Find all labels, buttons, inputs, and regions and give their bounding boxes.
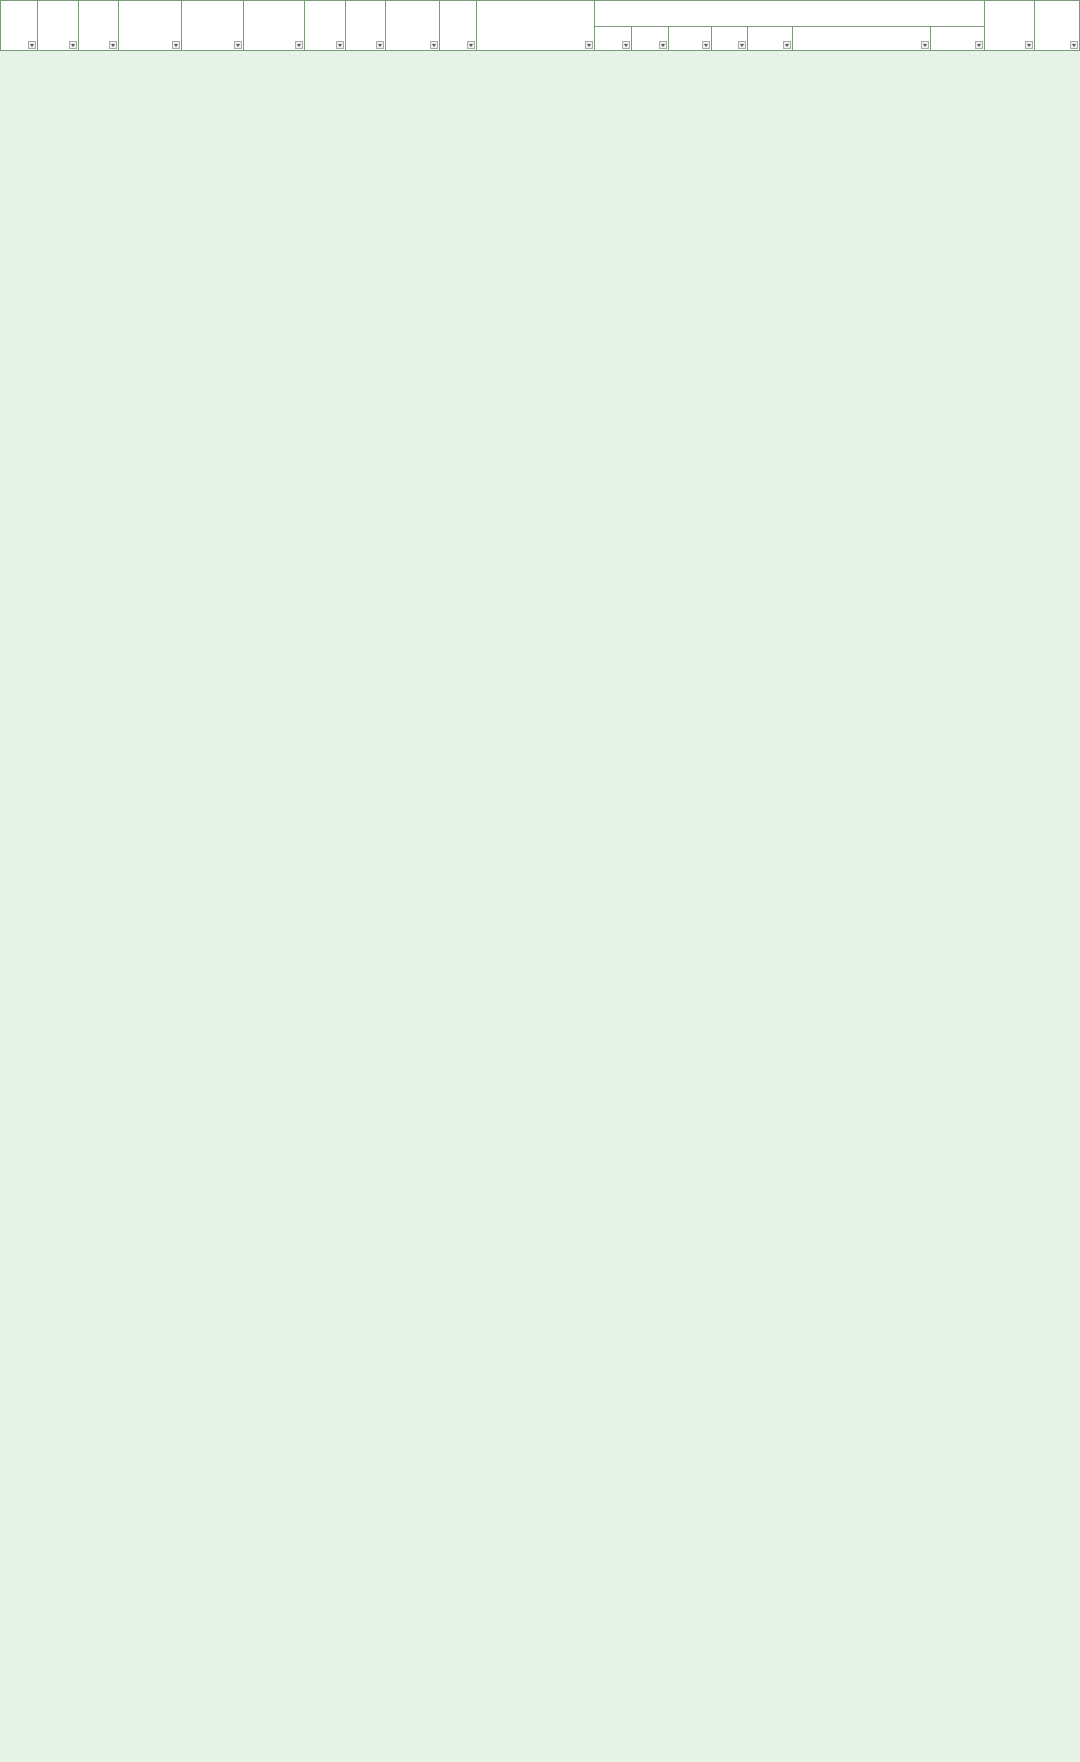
header-major[interactable]	[793, 27, 931, 51]
filter-dropdown-icon[interactable]	[28, 41, 36, 49]
filter-dropdown-icon[interactable]	[172, 41, 180, 49]
header-target[interactable]	[476, 1, 594, 51]
filter-dropdown-icon[interactable]	[622, 41, 630, 49]
header-edu[interactable]	[748, 27, 793, 51]
filter-dropdown-icon[interactable]	[430, 41, 438, 49]
header-category[interactable]	[78, 1, 119, 51]
header-fund[interactable]	[386, 1, 440, 51]
header-dept[interactable]	[119, 1, 181, 51]
header-ethnic[interactable]	[711, 27, 748, 51]
filter-dropdown-icon[interactable]	[783, 41, 791, 49]
filter-dropdown-icon[interactable]	[702, 41, 710, 49]
filter-dropdown-icon[interactable]	[659, 41, 667, 49]
header-level[interactable]	[345, 1, 386, 51]
filter-dropdown-icon[interactable]	[109, 41, 117, 49]
filter-dropdown-icon[interactable]	[738, 41, 746, 49]
filter-dropdown-icon[interactable]	[975, 41, 983, 49]
header-politics[interactable]	[668, 27, 711, 51]
filter-dropdown-icon[interactable]	[295, 41, 303, 49]
filter-dropdown-icon[interactable]	[69, 41, 77, 49]
filter-dropdown-icon[interactable]	[1070, 41, 1078, 49]
header-gender[interactable]	[631, 27, 668, 51]
header-seq[interactable]	[1, 1, 38, 51]
header-region[interactable]	[37, 1, 78, 51]
filter-dropdown-icon[interactable]	[1025, 41, 1033, 49]
header-remark[interactable]	[985, 1, 1035, 51]
header-exam[interactable]	[1034, 1, 1079, 51]
header-post[interactable]	[244, 1, 304, 51]
header-num[interactable]	[440, 1, 477, 51]
filter-dropdown-icon[interactable]	[585, 41, 593, 49]
filter-dropdown-icon[interactable]	[234, 41, 242, 49]
header-code[interactable]	[304, 1, 345, 51]
filter-dropdown-icon[interactable]	[921, 41, 929, 49]
header-unit[interactable]	[181, 1, 243, 51]
filter-dropdown-icon[interactable]	[467, 41, 475, 49]
header-other[interactable]	[931, 27, 985, 51]
filter-dropdown-icon[interactable]	[336, 41, 344, 49]
header-age[interactable]	[595, 27, 632, 51]
filter-dropdown-icon[interactable]	[376, 41, 384, 49]
recruitment-table	[0, 0, 1080, 51]
header-conditions	[595, 1, 985, 27]
